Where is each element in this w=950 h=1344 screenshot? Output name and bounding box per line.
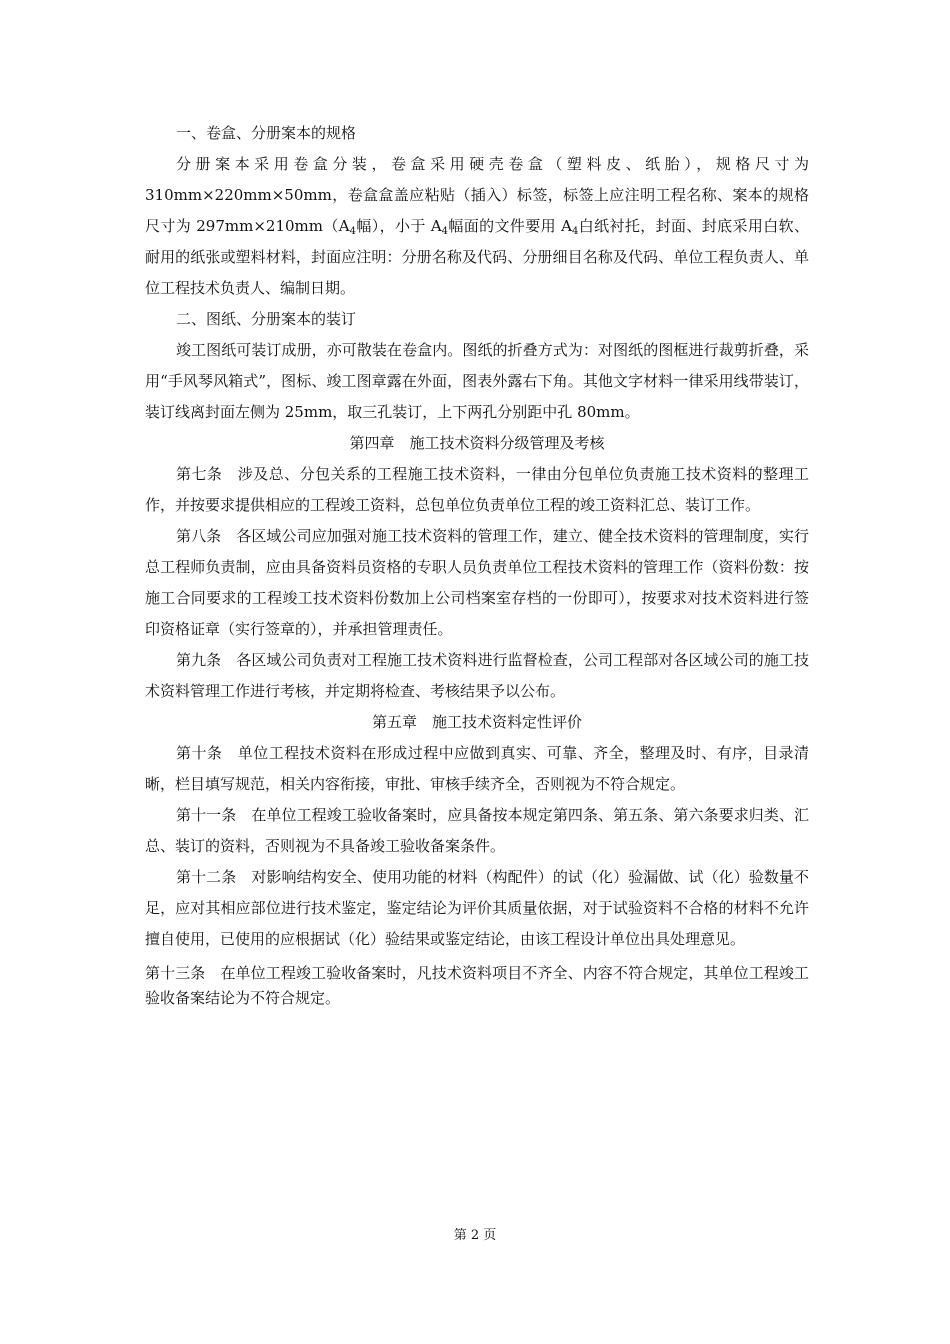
article-7: 第七条 涉及总、分包关系的工程施工技术资料，一律由分包单位负责施工技术资料的整理工作，并按要求提供相应的工程竣工资料，总包单位负责单位工程的竣工资料汇总、装订工作。 [145, 465, 809, 514]
text-run: 幅面的文件要用 A [448, 217, 573, 235]
subscript: 4 [572, 226, 579, 237]
text-run: 白纸衬托，封面、封底采用白软、耐用的纸张或塑料材料，封面应注明：分册名称及代码、分册细目名称及代码、单位工程负责人、单位工程技术负责人、编制日期。 [145, 217, 809, 297]
section-heading-1: 一、卷盒、分册案本的规格 [176, 124, 357, 142]
text-run: 幅），小于 A [355, 217, 442, 235]
paragraph-binding: 竣工图纸可装订成册，亦可散装在卷盒内。图纸的折叠方式为：对图纸的图框进行裁剪折叠，采用“手风琴风箱式”，图标、竣工图章露在外面，图表外露右下角。其他文字材料一律采用线带装订，装订线离封面左侧为 25mm，取三孔装订，上下两孔分别距中孔 80mm。 [145, 341, 809, 421]
section-heading-2: 二、图纸、分册案本的装订 [176, 310, 357, 328]
subscript: 4 [441, 226, 449, 237]
subscript: 4 [349, 226, 356, 237]
article-10: 第十条 单位工程技术资料在形成过程中应做到真实、可靠、齐全，整理及时、有序，目录清晰，栏目填写规范，相关内容衔接，审批、审核手续齐全，否则视为不符合规定。 [145, 744, 809, 793]
page-number: 第 2 页 [453, 1228, 497, 1243]
article-12: 第十二条 对影响结构安全、使用功能的材料（构配件）的试（化）验漏做、试（化）验数量不足，应对其相应部位进行技术鉴定，鉴定结论为评价其质量依据，对于试验资料不合格的材料不允许擅自使用，已使用的应根据试（化）验结果或鉴定结论，由该工程设计单位出具处理意见。 [145, 868, 809, 948]
paragraph-binder-spec [145, 149, 809, 304]
article-9: 第九条 各区域公司负责对工程施工技术资料进行监督检查，公司工程部对各区域公司的施工技术资料管理工作进行考核，并定期将检查、考核结果予以公布。 [145, 651, 809, 700]
article-11: 第十一条 在单位工程竣工验收备案时，应具备按本规定第四条、第五条、第六条要求归类、汇总、装订的资料，否则视为不具备竣工验收备案条件。 [145, 806, 809, 855]
text-run: 分册案本采用卷盒分装，卷盒采用硬壳卷盒（塑料皮、纸胎），规格尺寸为 310mm×220mm×50mm，卷盒盒盖应粘贴（插入）标签，标签上应注明工程名称、案本的规格尺寸为 297mm×210mm（A [145, 155, 809, 235]
chapter-5-title: 第五章 施工技术资料定性评价 [371, 713, 582, 731]
article-13: 第十三条 在单位工程竣工验收备案时，凡技术资料项目不齐全、内容不符合规定，其单位工程竣工验收备案结论为不符合规定。 [145, 964, 809, 1007]
chapter-4-title: 第四章 施工技术资料分级管理及考核 [349, 434, 605, 452]
document-body [145, 118, 809, 1011]
article-8: 第八条 各区域公司应加强对施工技术资料的管理工作，建立、健全技术资料的管理制度，实行总工程师负责制，应由具备资料员资格的专职人员负责单位工程技术资料的管理工作（资料份数：按施工合同要求的工程竣工技术资料份数加上公司档案室存档的一份即可），按要求对技术资料进行签印资格证章（实行签章的），并承担管理责任。 [145, 527, 809, 638]
